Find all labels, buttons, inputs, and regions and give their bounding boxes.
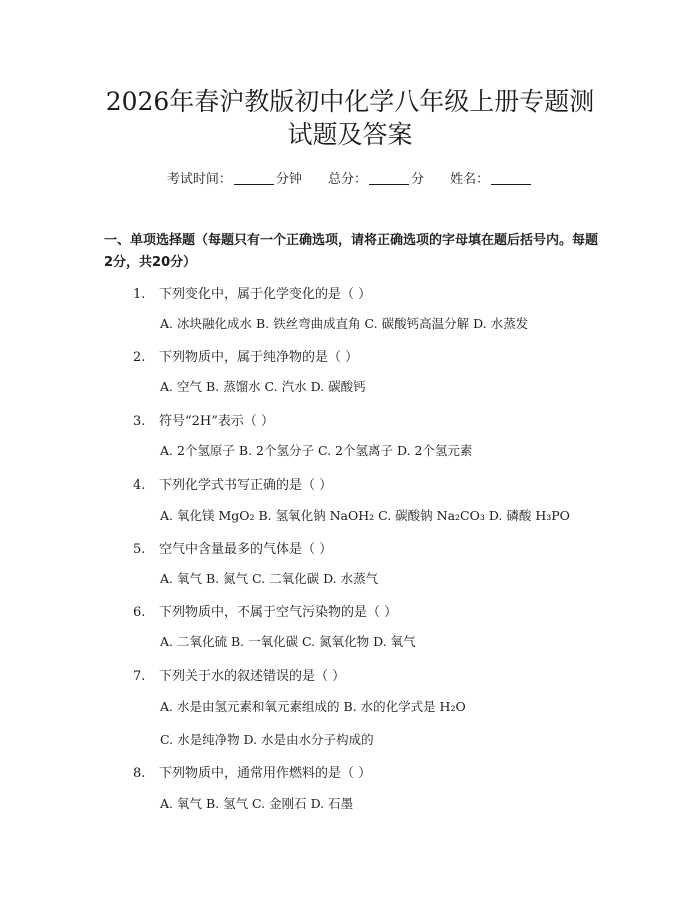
document-title-line-2: 试题及答案: [287, 120, 413, 149]
question-2: [133, 346, 358, 365]
question-4: [133, 474, 332, 493]
document-title-line-1: 2026年春沪教版初中化学八年级上册专题测: [105, 87, 595, 116]
question-5-options: A. 氧气 B. 氮气 C. 二氧化碳 D. 水蒸气: [160, 571, 379, 586]
question-2-options: A. 空气 B. 蒸馏水 C. 汽水 D. 碳酸钙: [160, 379, 366, 394]
score-label: 总分：: [327, 172, 367, 187]
question-text: 下列化学式书写正确的是（ ）: [159, 478, 333, 493]
time-blank[interactable]: [234, 172, 274, 185]
question-number: 4.: [133, 478, 146, 493]
question-8: [133, 762, 371, 781]
question-7-options-line-1: A. 水是由氢元素和氧元素组成的 B. 水的化学式是 H₂O: [160, 699, 466, 714]
question-1-options: A. 冰块融化成水 B. 铁丝弯曲成直角 C. 碳酸钙高温分解 D. 水蒸发: [160, 316, 529, 331]
section-heading: 一、单项选择题（每题只有一个正确选项，请将正确选项的字母填在题后括号内。每题2分，共20分）: [104, 233, 599, 270]
name-label: 姓名：: [450, 172, 490, 187]
question-4-options: A. 氧化镁 MgO₂ B. 氢氧化钠 NaOH₂ C. 碳酸钠 Na₂CO₃ D. 磷酸 H₃PO: [160, 508, 570, 523]
question-5: [133, 538, 332, 557]
question-7-options-line-2: C. 水是纯净物 D. 水是由水分子构成的: [160, 732, 374, 747]
question-text: 下列关于水的叙述错误的是（ ）: [159, 669, 346, 684]
score-blank[interactable]: [369, 172, 409, 185]
score-unit: 分: [411, 172, 425, 187]
time-unit: 分钟: [275, 172, 302, 187]
exam-info-row: [0, 168, 700, 187]
question-text: 符号“2H”表示（ ）: [159, 414, 275, 429]
question-number: 7.: [133, 669, 146, 684]
question-3-options: A. 2个氢原子 B. 2个氢分子 C. 2个氢离子 D. 2个氢元素: [160, 443, 473, 458]
question-number: 2.: [133, 350, 146, 365]
question-text: 下列物质中，不属于空气污染物的是（ ）: [159, 605, 398, 620]
question-number: 6.: [133, 605, 146, 620]
question-7: [133, 665, 345, 684]
question-text: 空气中含量最多的气体是（ ）: [159, 542, 333, 557]
question-number: 3.: [133, 414, 146, 429]
question-number: 5.: [133, 542, 146, 557]
question-3: [133, 410, 274, 429]
question-number: 1.: [133, 287, 146, 302]
question-8-options: A. 氧气 B. 氢气 C. 金刚石 D. 石墨: [160, 796, 354, 811]
question-number: 8.: [133, 766, 146, 781]
question-6-options: A. 二氧化硫 B. 一氧化碳 C. 氮氧化物 D. 氧气: [160, 634, 416, 649]
question-text: 下列物质中，属于纯净物的是（ ）: [159, 350, 359, 365]
time-label: 考试时间：: [166, 172, 232, 187]
question-6: [133, 601, 397, 620]
question-text: 下列物质中，通常用作燃料的是（ ）: [159, 766, 372, 781]
name-blank[interactable]: [491, 172, 531, 185]
question-text: 下列变化中，属于化学变化的是（ ）: [159, 287, 372, 302]
question-1: [133, 283, 371, 302]
